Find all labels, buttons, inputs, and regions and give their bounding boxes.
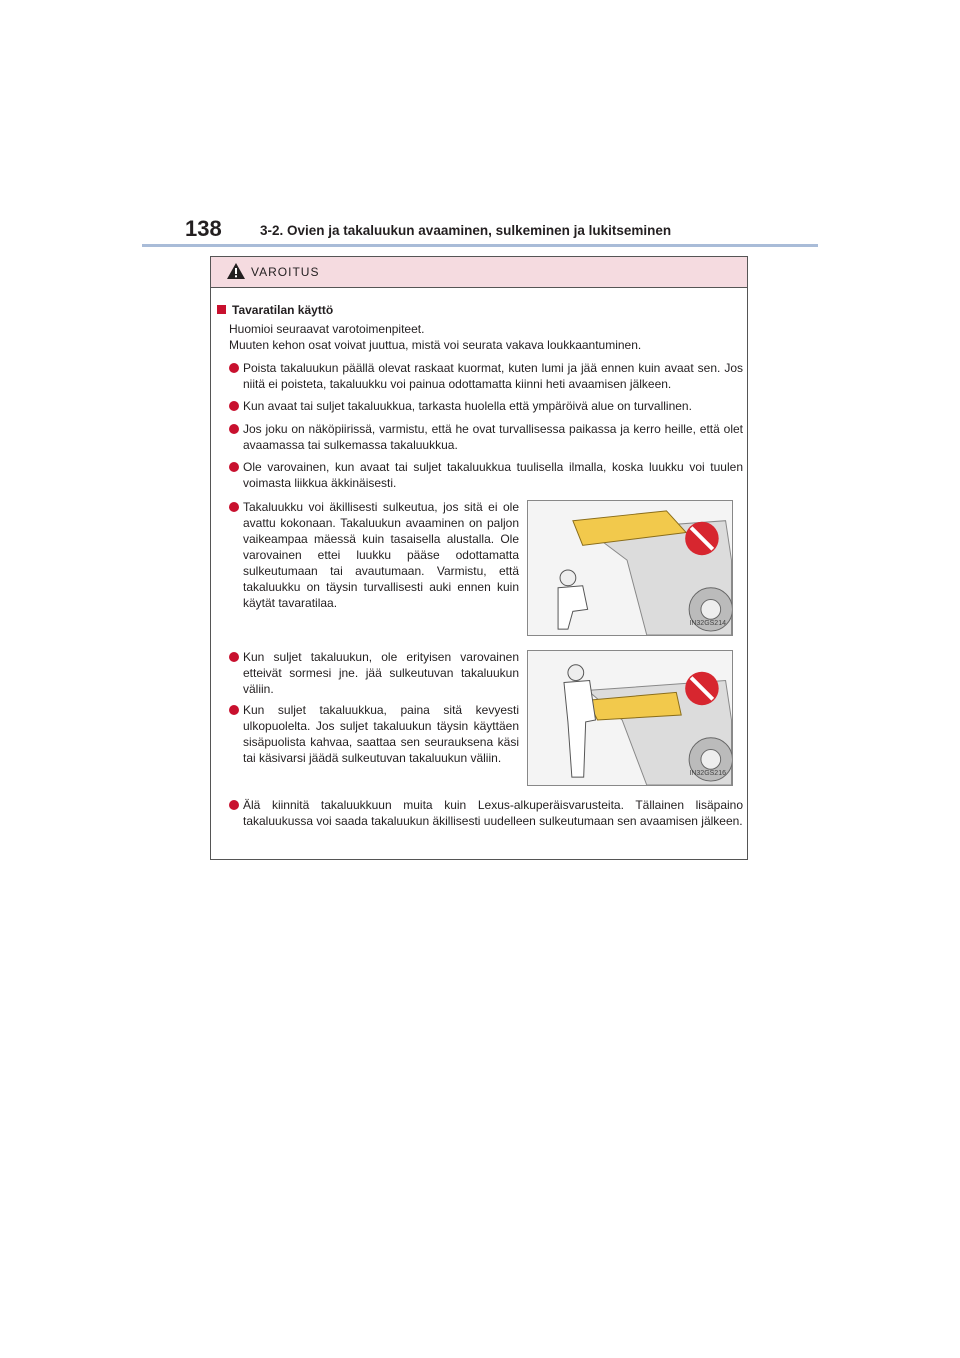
bullet-item: Kun avaat tai suljet takaluukkua, tarkasta huolella että ympäröivä alue on turvallinen. (229, 398, 743, 414)
warning-title: VAROITUS (251, 265, 320, 279)
bullet-item: Kun suljet takaluukun, ole erityisen varovainen etteivät sormesi jne. jää sulkeutuvan takaluukun väliin. (229, 649, 519, 697)
bullet-dot-icon (229, 424, 239, 434)
bullet-item: Poista takaluukun päällä olevat raskaat kuormat, kuten lumi ja jää ennen kuin avaat sen. Jos niitä ei poisteta, takaluukku voi painua odottamatta kiinni heti avaamisen jälkeen. (229, 360, 743, 392)
header-rule (142, 244, 818, 247)
car-tailgate-illustration (528, 501, 732, 635)
bullet-item: Jos joku on näköpiirissä, varmistu, että he ovat turvallisessa paikassa ja kerro heille, että olet avaamassa tai sulkemassa takaluukkua. (229, 421, 743, 453)
warning-box (210, 256, 748, 860)
bullet-dot-icon (229, 502, 239, 512)
bullet-dot-icon (229, 705, 239, 715)
bullet-item: Takaluukku voi äkillisesti sulkeutua, jos sitä ei ole avattu kokonaan. Takaluukun avaaminen on paljon vaikeampaa mäessä kuin tasaisella alustalla. Ole varovainen ettei luukku pääse odottamatta sulkeutumaan tai avautumaan. Varmistu, että takaluukku on täysin turvallisesti auki ennen kuin käytät tavaratilaa. (229, 499, 519, 611)
bullet-dot-icon (229, 800, 239, 810)
bullet-item: Älä kiinnitä takaluukkuun muita kuin Lexus-alkuperäisvarusteita. Tällainen lisäpaino takaluukussa voi saada takaluukun äkillisesti uudelleen sulkeutumaan sen avaamisen jälkeen. (229, 797, 743, 829)
bullet-dot-icon (229, 462, 239, 472)
bullet-item: Kun suljet takaluukkua, paina sitä kevyesti ulkopuolelta. Jos suljet takaluukun täysin käyttäen sisäpuolista kahvaa, saattaa sen seurauksena käsi tai käsivarsi jäädä sulkeutuvan takaluukun väliin. (229, 702, 519, 766)
red-square-icon (217, 305, 226, 314)
illustration-code: IN32GS214 (689, 620, 726, 627)
page-number: 138 (185, 216, 222, 241)
bullet-dot-icon (229, 363, 239, 373)
bullet-item: Ole varovainen, kun avaat tai suljet takaluukkua tuulisella ilmalla, koska luukku voi tuulen voimasta liikkua äkkinäisesti. (229, 459, 743, 491)
intro-line-2: Muuten kehon osat voivat juuttua, mistä voi seurata vakava loukkaantuminen. (229, 338, 642, 352)
warning-triangle-icon (227, 263, 245, 279)
illustration-code: IN32GS216 (689, 770, 726, 777)
warning-header (211, 257, 747, 288)
bullet-dot-icon (229, 652, 239, 662)
intro-line-1: Huomioi seuraavat varotoimenpiteet. (229, 322, 425, 336)
illustration-tailgate-open (527, 500, 733, 636)
section-title: 3-2. Ovien ja takaluukun avaaminen, sulkeminen ja lukitseminen (260, 223, 672, 238)
warning-subheading: Tavaratilan käyttö (217, 302, 333, 318)
car-tailgate-closing-illustration (528, 651, 732, 785)
bullet-dot-icon (229, 401, 239, 411)
illustration-tailgate-closing (527, 650, 733, 786)
